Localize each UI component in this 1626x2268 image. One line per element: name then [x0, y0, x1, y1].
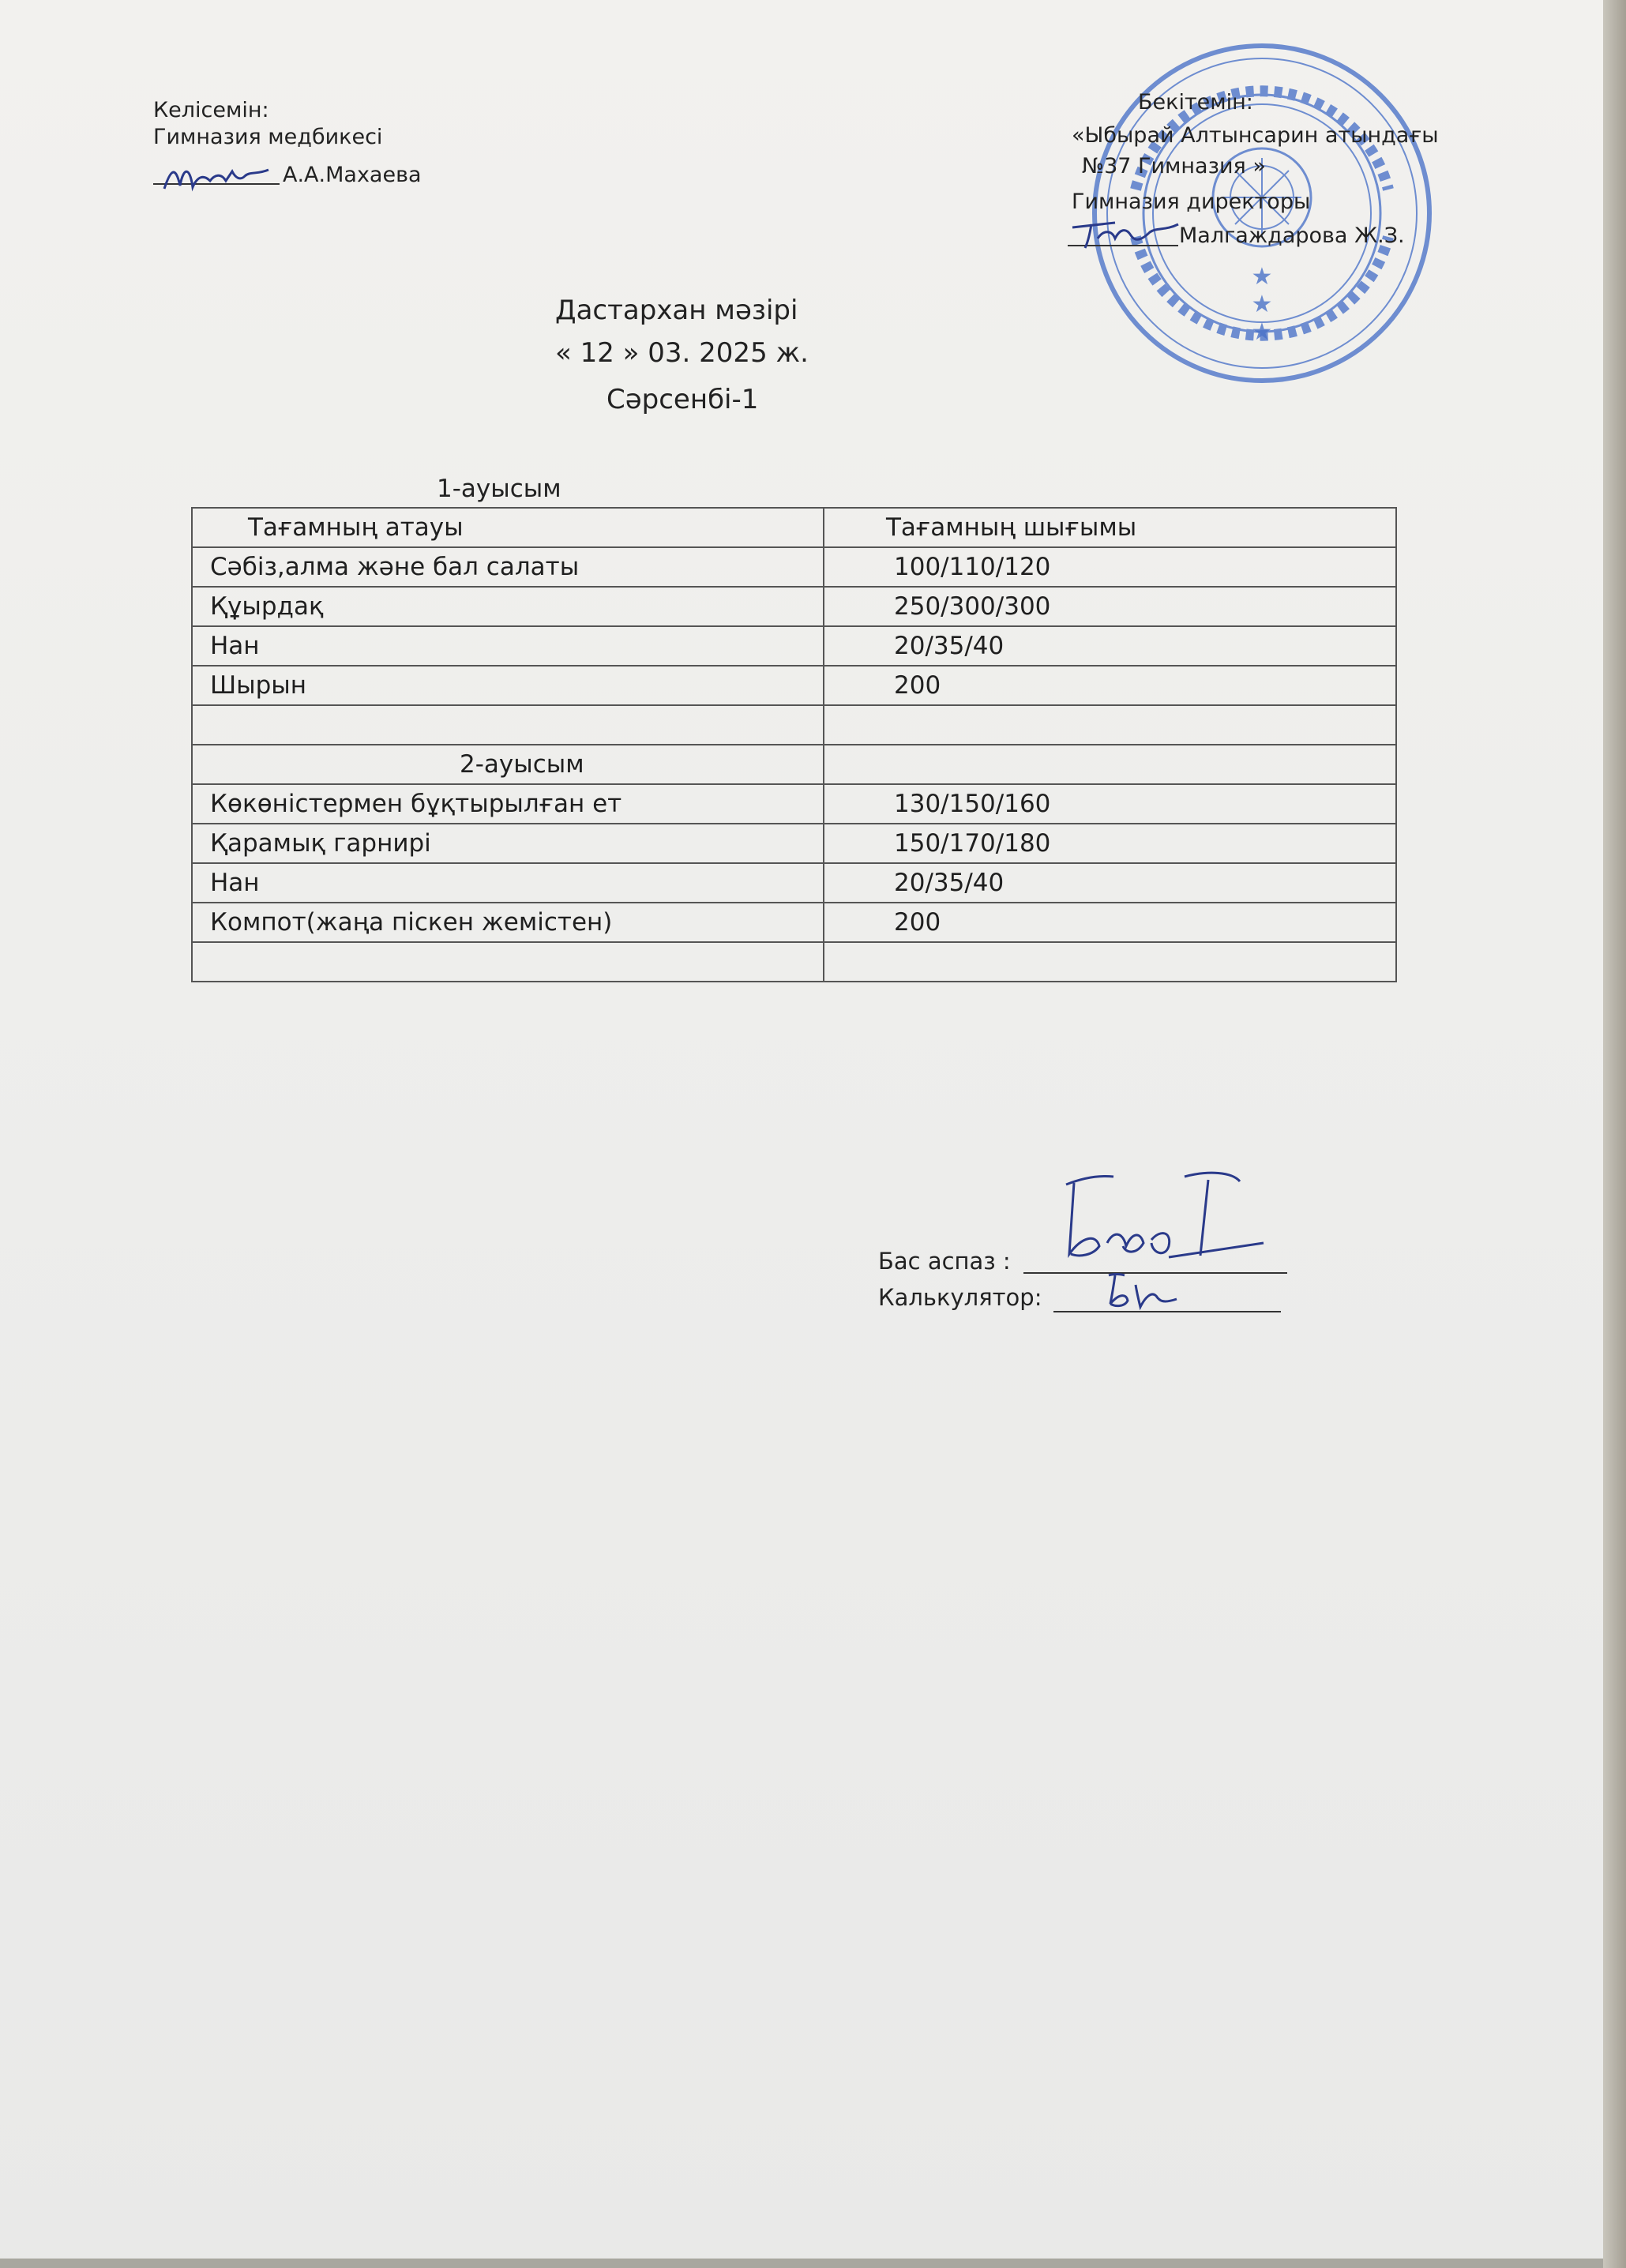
dish-yield: 130/150/160: [824, 784, 1396, 824]
approval-left-name: А.А.Махаева: [283, 163, 422, 187]
approval-right-gymnasium: №37 Гимназия »: [1082, 154, 1266, 178]
table-row: [192, 547, 1396, 587]
header-dish-name: Тағамның атауы: [192, 508, 824, 547]
dish-name: Көкөністермен бұқтырылған ет: [192, 784, 824, 824]
menu-title: Дастархан мәзірі: [555, 295, 798, 326]
table-row-empty: [192, 705, 1396, 745]
calculator-signature: [1098, 1267, 1192, 1315]
table-row: [192, 824, 1396, 863]
svg-text:★: ★: [1251, 291, 1273, 318]
table-row: [192, 666, 1396, 705]
calculator-label: Калькулятор:: [878, 1284, 1042, 1311]
menu-table: [191, 507, 1397, 982]
table-row: [192, 863, 1396, 903]
medic-signature: [158, 154, 276, 201]
shift2-label-row: [192, 745, 1396, 784]
approval-right-name: Малгаждарова Ж.З.: [1179, 223, 1405, 248]
dish-yield: 100/110/120: [824, 547, 1396, 587]
table-row-empty: [192, 942, 1396, 982]
menu-date: « 12 » 03. 2025 ж.: [555, 337, 809, 369]
dish-name: Компот(жаңа піскен жемістен): [192, 903, 824, 942]
approval-left-position: Гимназия медбикесі: [153, 125, 383, 149]
table-row: [192, 784, 1396, 824]
chef-signature: [1050, 1161, 1287, 1279]
dish-name: Нан: [192, 626, 824, 666]
shift1-label: 1-ауысым: [437, 475, 561, 503]
table-header-row: [192, 508, 1396, 547]
table-row: [192, 903, 1396, 942]
approval-right-position: Гимназия директоры: [1072, 190, 1311, 214]
dish-yield: 250/300/300: [824, 587, 1396, 626]
dish-yield: 20/35/40: [824, 626, 1396, 666]
shift2-label: 2-ауысым: [192, 745, 824, 784]
approval-left-label: Келісемін:: [153, 98, 269, 122]
approval-right-institution: «Ыбырай Алтынсарин атындағы: [1072, 123, 1439, 148]
dish-name: Құырдақ: [192, 587, 824, 626]
dish-yield: 20/35/40: [824, 863, 1396, 903]
chef-label: Бас аспаз :: [878, 1248, 1011, 1275]
dish-yield: 200: [824, 666, 1396, 705]
dish-name: Қарамық гарнирі: [192, 824, 824, 863]
dish-name: Нан: [192, 863, 824, 903]
dish-yield: 150/170/180: [824, 824, 1396, 863]
approval-right-label: Бекітемін:: [1138, 90, 1253, 115]
page-edge: [1603, 0, 1626, 2268]
table-row: [192, 626, 1396, 666]
header-yield: Тағамның шығымы: [824, 508, 1396, 547]
svg-text:★: ★: [1251, 263, 1273, 291]
dish-name: Сәбіз,алма және бал салаты: [192, 547, 824, 587]
dish-yield: 200: [824, 903, 1396, 942]
table-row: [192, 587, 1396, 626]
dish-name: Шырын: [192, 666, 824, 705]
menu-day: Сәрсенбі-1: [606, 384, 759, 415]
svg-text:★: ★: [1251, 318, 1273, 346]
director-signature: [1068, 207, 1186, 254]
